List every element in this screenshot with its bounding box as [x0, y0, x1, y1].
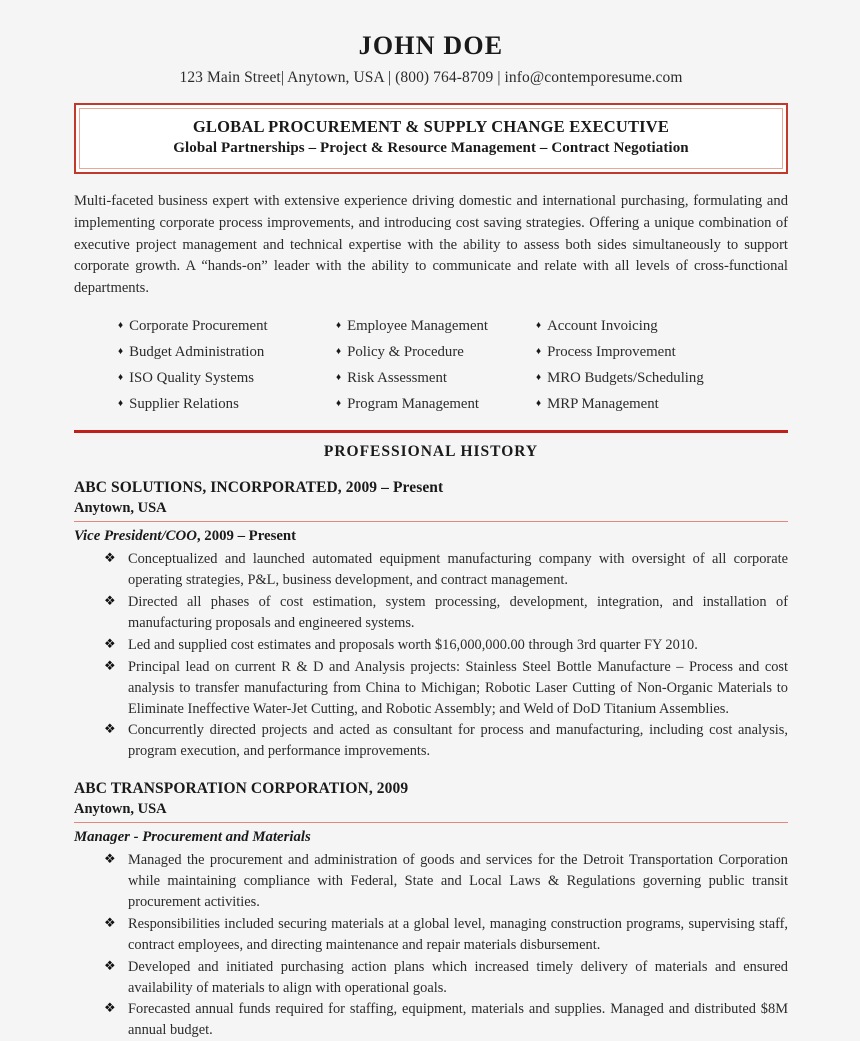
- diamond-bullet-icon: ♦: [118, 398, 124, 410]
- job-bullet: [104, 635, 788, 656]
- skill-item: [536, 396, 788, 413]
- skill-item: [118, 344, 336, 361]
- job-title-name: Vice President/COO: [74, 528, 197, 545]
- job-bullet-text: Forecasted annual funds required for staffing, equipment, materials and supplies. Managed and distributed $8M annual budget.: [128, 1001, 788, 1039]
- job-company: ABC TRANSPORATION CORPORATION, 2009: [74, 780, 409, 798]
- job-bullet: [104, 592, 788, 634]
- job-bullet-text: Conceptualized and launched automated equipment manufacturing company with oversight of all corporate operating strategies, P&L, business development, and contract management.: [128, 551, 788, 589]
- floral-diamond-bullet-icon: ❖: [104, 851, 116, 867]
- diamond-bullet-icon: ♦: [536, 398, 542, 410]
- job-bullet: [104, 657, 788, 720]
- candidate-name: JOHN DOE: [358, 31, 504, 60]
- headline-box-inner: [79, 108, 783, 169]
- diamond-bullet-icon: ♦: [118, 320, 124, 332]
- skill-item: [536, 318, 788, 335]
- job-bullet-text: Led and supplied cost estimates and proposals worth $16,000,000.00 through 3rd quarter FY 2010.: [128, 636, 698, 653]
- skill-item: [336, 370, 536, 387]
- job-bullet-text: Responsibilities included securing materials at a global level, managing construction programs, supervising staff, contract employees, and directing maintenance and repair materials disbursement.: [128, 915, 788, 953]
- job-bullet-text: Managed the procurement and administration of goods and services for the Detroit Transportation Corporation while maintaining compliance with Federal, State and Local Laws & Regulations governing public transit procurement activities.: [128, 852, 788, 911]
- job-location: Anytown, USA: [74, 801, 167, 818]
- diamond-bullet-icon: ♦: [536, 346, 542, 358]
- job-bullet: [104, 850, 788, 913]
- skill-item: [118, 370, 336, 387]
- skill-label: ISO Quality Systems: [129, 370, 255, 387]
- job-bullet-text: Principal lead on current R & D and Analysis projects: Stainless Steel Bottle Manufacture – Process and cost analysis to transfer manufacturing from China to Michigan; Robotic Laser Cutting of Non-Organic Materials to Eliminate Ineffective Water-Jet Cutting, and Robotic Assembly; and Weld of DoD Titanium Assemblies.: [128, 658, 788, 717]
- floral-diamond-bullet-icon: ❖: [104, 957, 116, 973]
- job-bullet-text: Developed and initiated purchasing action plans which increased timely delivery of materials and ensured availability of materials to align with operational goals.: [128, 958, 788, 996]
- job-title-name: Manager - Procurement and Materials: [74, 829, 311, 846]
- job-bullet: [104, 549, 788, 591]
- job-entry: [74, 478, 788, 762]
- professional-summary: Multi-faceted business expert with extensive experience driving domestic and international purchasing, formulating and implementing corporate process improvements, and introducing cost saving strategies. Offering a unique combination of executive project management and technical expertise with the ability to assess both sides simultaneously to support corporate growth. A “hands-on” leader with the ability to communicate and relate with all levels of cross-functional departments.: [74, 192, 788, 297]
- job-bullet-list: [74, 850, 788, 1041]
- skill-item: [118, 396, 336, 413]
- floral-diamond-bullet-icon: ❖: [104, 721, 116, 737]
- job-bullet: [104, 720, 788, 762]
- job-bullet: [104, 957, 788, 999]
- job-bullet-list: [74, 549, 788, 762]
- skill-item: [118, 318, 336, 335]
- skill-label: Budget Administration: [129, 344, 265, 361]
- job-bullet-text: Concurrently directed projects and acted as consultant for process and manufacturing, including cost analysis, program execution, and performance improvements.: [128, 722, 788, 760]
- diamond-bullet-icon: ♦: [336, 398, 342, 410]
- floral-diamond-bullet-icon: ❖: [104, 635, 116, 651]
- job-location: Anytown, USA: [74, 500, 167, 517]
- job-title: [74, 828, 788, 847]
- contact-line: 123 Main Street| Anytown, USA | (800) 764-8709 | info@contemporesume.com: [179, 68, 683, 86]
- skill-label: Policy & Procedure: [347, 344, 464, 361]
- skill-label: Risk Assessment: [347, 370, 448, 387]
- floral-diamond-bullet-icon: ❖: [104, 914, 116, 930]
- core-competencies-grid: [74, 318, 788, 413]
- job-bullet: [104, 914, 788, 956]
- skill-label: Corporate Procurement: [129, 318, 268, 335]
- skill-item: [336, 344, 536, 361]
- skill-label: MRP Management: [547, 396, 659, 413]
- diamond-bullet-icon: ♦: [536, 372, 542, 384]
- skill-label: Process Improvement: [547, 344, 676, 361]
- skill-label: Account Invoicing: [547, 318, 658, 335]
- section-heading-professional-history: PROFESSIONAL HISTORY: [323, 443, 539, 461]
- job-bullet: [104, 999, 788, 1041]
- headline-secondary: Global Partnerships – Project & Resource Management – Contract Negotiation: [173, 140, 689, 157]
- skill-item: [336, 396, 536, 413]
- job-title: [74, 527, 788, 546]
- diamond-bullet-icon: ♦: [336, 320, 342, 332]
- skill-item: [336, 318, 536, 335]
- skill-item: [536, 370, 788, 387]
- headline-box: [74, 103, 788, 174]
- skill-label: Supplier Relations: [129, 396, 239, 413]
- floral-diamond-bullet-icon: ❖: [104, 1000, 116, 1016]
- section-divider: [74, 430, 788, 433]
- skill-item: [536, 344, 788, 361]
- job-company: ABC SOLUTIONS, INCORPORATED, 2009 – Present: [74, 479, 444, 497]
- job-entry: [74, 779, 788, 1041]
- floral-diamond-bullet-icon: ❖: [104, 550, 116, 566]
- headline-primary: GLOBAL PROCUREMENT & SUPPLY CHANGE EXECUTIVE: [192, 116, 670, 136]
- skill-label: Program Management: [347, 396, 480, 413]
- job-bullet-text: Directed all phases of cost estimation, system processing, development, integration, and installation of manufacturing proposals and engineered systems.: [128, 594, 788, 632]
- floral-diamond-bullet-icon: ❖: [104, 657, 116, 673]
- diamond-bullet-icon: ♦: [536, 320, 542, 332]
- diamond-bullet-icon: ♦: [336, 346, 342, 358]
- diamond-bullet-icon: ♦: [118, 346, 124, 358]
- floral-diamond-bullet-icon: ❖: [104, 593, 116, 609]
- job-divider: [74, 521, 788, 522]
- skill-label: Employee Management: [347, 318, 489, 335]
- skill-label: MRO Budgets/Scheduling: [547, 370, 704, 387]
- job-divider: [74, 822, 788, 823]
- job-title-dates: , 2009 – Present: [196, 528, 297, 545]
- diamond-bullet-icon: ♦: [336, 372, 342, 384]
- diamond-bullet-icon: ♦: [118, 372, 124, 384]
